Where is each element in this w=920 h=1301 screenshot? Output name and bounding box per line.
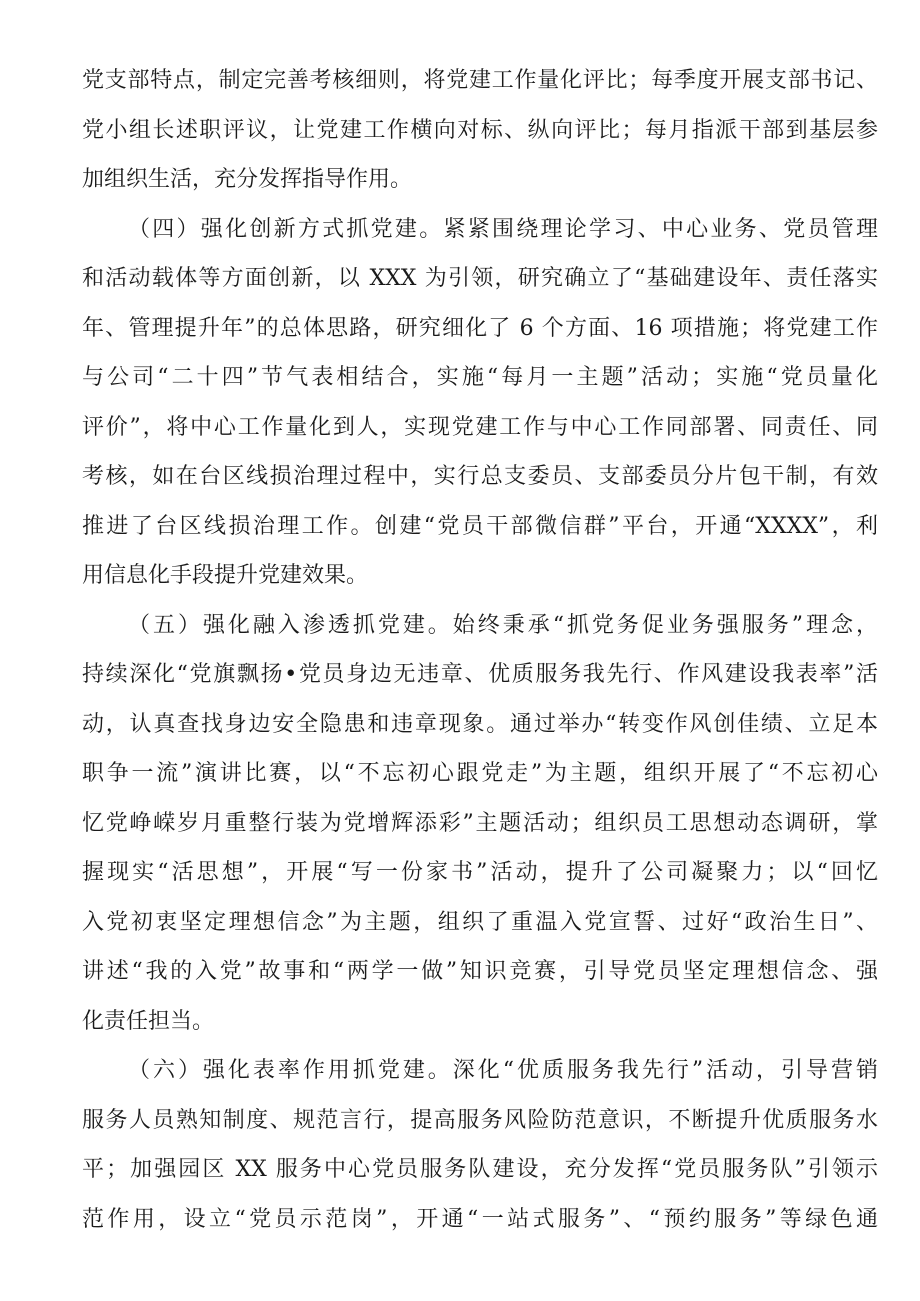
text-line: 平；加强园区 XX 服务中心党员服务队建设，充分发挥“党员服务队”引领示 bbox=[82, 1157, 878, 1182]
text-line: 年、管理提升年”的总体思路，研究细化了 6 个方面、16 项措施；将党建工作 bbox=[82, 315, 878, 341]
text-line: 和活动载体等方面创新，以 XXX 为引领，研究确立了“基础建设年、责任落实 bbox=[82, 266, 878, 291]
paragraph-heading-line: （五）强化融入渗透抓党建。始终秉承“抓党务促业务强服务”理念， bbox=[128, 612, 878, 638]
text-line: 入党初衷坚定理想信念”为主题，组织了重温入党宣誓、过好“政治生日”、 bbox=[82, 909, 878, 935]
text-line: 动，认真查找身边安全隐患和违章现象。通过举办“转变作风创佳绩、立足本 bbox=[82, 711, 878, 737]
text-line: 推进了台区线损治理工作。创建“党员干部微信群”平台，开通“XXXX”，利 bbox=[82, 513, 878, 539]
paragraph-heading-line: （六）强化表率作用抓党建。深化“优质服务我先行”活动，引导营销 bbox=[128, 1058, 878, 1083]
text-line: 握现实“活思想”，开展“写一份家书”活动，提升了公司凝聚力；以“回忆 bbox=[82, 860, 878, 885]
text-line: 用信息化手段提升党建效果。 bbox=[82, 563, 369, 588]
text-line: 讲述“我的入党”故事和“两学一做”知识竞赛，引导党员坚定理想信念、强 bbox=[82, 959, 878, 984]
text-line: 服务人员熟知制度、规范言行，提高服务风险防范意识，不断提升优质服务水 bbox=[82, 1107, 878, 1133]
text-line: 加组织生活，充分发挥指导作用。 bbox=[82, 167, 413, 192]
text-line: 党小组长述职评议，让党建工作横向对标、纵向评比；每月指派干部到基层参 bbox=[82, 117, 878, 143]
text-line: 党支部特点，制定完善考核细则，将党建工作量化评比；每季度开展支部书记、 bbox=[82, 68, 878, 93]
text-line: 范作用，设立“党员示范岗”，开通“一站式服务”、“预约服务”等绿色通 bbox=[82, 1206, 878, 1232]
text-line: 化责任担当。 bbox=[82, 1008, 215, 1034]
paragraph-heading-line: （四）强化创新方式抓党建。紧紧围绕理论学习、中心业务、党员管理 bbox=[128, 216, 878, 242]
text-line: 考核，如在台区线损治理过程中，实行总支委员、支部委员分片包干制，有效 bbox=[82, 464, 878, 489]
text-line: 职争一流”演讲比赛，以“不忘初心跟党走”为主题，组织开展了“不忘初心 bbox=[82, 761, 878, 786]
text-line: 忆党峥嵘岁月重整行装为党增辉添彩”主题活动；组织员工思想动态调研，掌 bbox=[82, 810, 878, 836]
text-line: 与公司“二十四”节气表相结合，实施“每月一主题”活动；实施“党员量化 bbox=[82, 365, 878, 390]
text-line: 评价”，将中心工作量化到人，实现党建工作与中心工作同部署、同责任、同 bbox=[82, 414, 878, 440]
text-line: 持续深化“党旗飘扬•党员身边无违章、优质服务我先行、作风建设我表率”活 bbox=[82, 662, 878, 687]
